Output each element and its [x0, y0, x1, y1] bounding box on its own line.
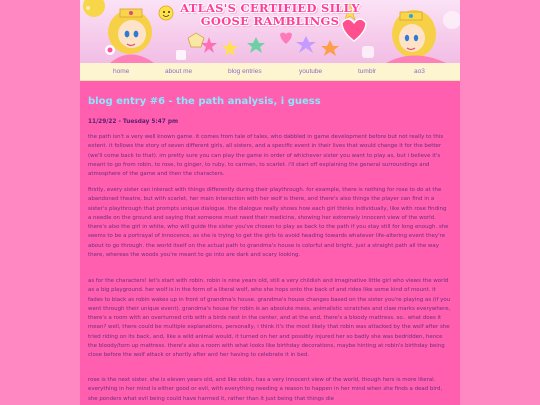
- site-title-line-1: ATLAS'S CERTIFIED SILLY: [180, 1, 360, 15]
- blog-paragraph: the path isn't a very well known game. it comes from tale of tales, who dabbled in game development before but not really to this extent. it follows the story of seven different girls, all sisters, and a specific event in their lives that would change it for the better (we'll come back to that). im pretty sure you can play the game in order of whichever sister you want to play as, but i believe it's meant to go from robin, to rose, to ginger, to ruby, to carmen, to scarlet. i'll start off explaining the general surroundings and atmosphere of the game and then the characters.: [88, 134, 444, 178]
- nav-link-tumblr[interactable]: tumblr: [358, 68, 377, 75]
- blog-entry-title: blog entry #6 - the path analysis, i guess: [88, 96, 321, 107]
- nav-link-ao3[interactable]: ao3: [414, 68, 425, 75]
- nav-link-blog-entries[interactable]: blog entries: [228, 68, 262, 75]
- site-title-line-2: GOOSE RAMBLINGS: [200, 14, 340, 28]
- page-content: [80, 0, 460, 405]
- blog-paragraph: rose is the next sister. she is eleven years old, and like robin, has a very innocent view of the world, though hers is more literal. everything in her mind is either good or evil, with everything needing a reason to happen in her mind when she finds a dead bird, she ponders what evil being could have harmed it, rather than it just being that things die: [88, 377, 443, 402]
- nav-link-about-me[interactable]: about me: [165, 68, 193, 75]
- nav-link-home[interactable]: home: [113, 68, 130, 75]
- header-banner: [80, 0, 460, 63]
- blog-paragraph: firstly, every sister can interact with things differently during their playthrough. for example, there is nothing for rose to do at the abandoned theatre, but with scarlet, her main interaction with her wolf is there, and there's also things the player can find in a sister's playthrough that prompts unique dialogue. the dialogue really shows how each girl thinks individually, like with rose finding a needle on the ground and saying that someone must need their medicine, showing her extremely innocent view of the world. there's also the girl in white, who will guide the sister you've chosen to play as back to the path if you stay still for long enough. she seems to be a portrayal of innocence, as she is trying to get the girls to avoid heading towards whatever life-altering event they're about to go through. the world itself on the actual path to grandma's house is colorful and bright, just a straight path all the way there, whereas the woods you're meant to go into are dark and scary looking.: [88, 187, 449, 259]
- top-navigation: [80, 63, 460, 81]
- blog-entry-date: 11/29/22 - Tuesday 5:47 pm: [88, 119, 179, 125]
- nav-link-youtube[interactable]: youtube: [299, 68, 323, 75]
- blog-paragraph: as for the characters! let's start with robin. robin is nine years old, still a very childish and imaginative little girl who views the world as a big playground. her wolf is in the form of a literal wolf, who she hops onto the back of and rides like some kind of mount. it fades to black as robin wakes up in front of grandma's house. grandma's house changes based on the sister you're playing as (if you went through their unique event). grandma's house for robin is an absolute mess, animalistic scratches and claw marks everywhere, there's a room with an overturned crib with a birds nest in the center, and at the end, there's a bloody mattress. so.. what does it mean? well, there could be multiple explanations, personally, i think it's the most likely that robin was attacked by the wolf after she tried riding on its back, and, like a wild animal would, it turned on her and possibly injured her so badly she was bedridden, hence the bloody/torn up mattress. there's also a room with what looks like birthday decorations, maybe hinting at robin's birthday being close before the wolf attack or shortly after and her having to celebrate it in bed.: [88, 278, 451, 359]
